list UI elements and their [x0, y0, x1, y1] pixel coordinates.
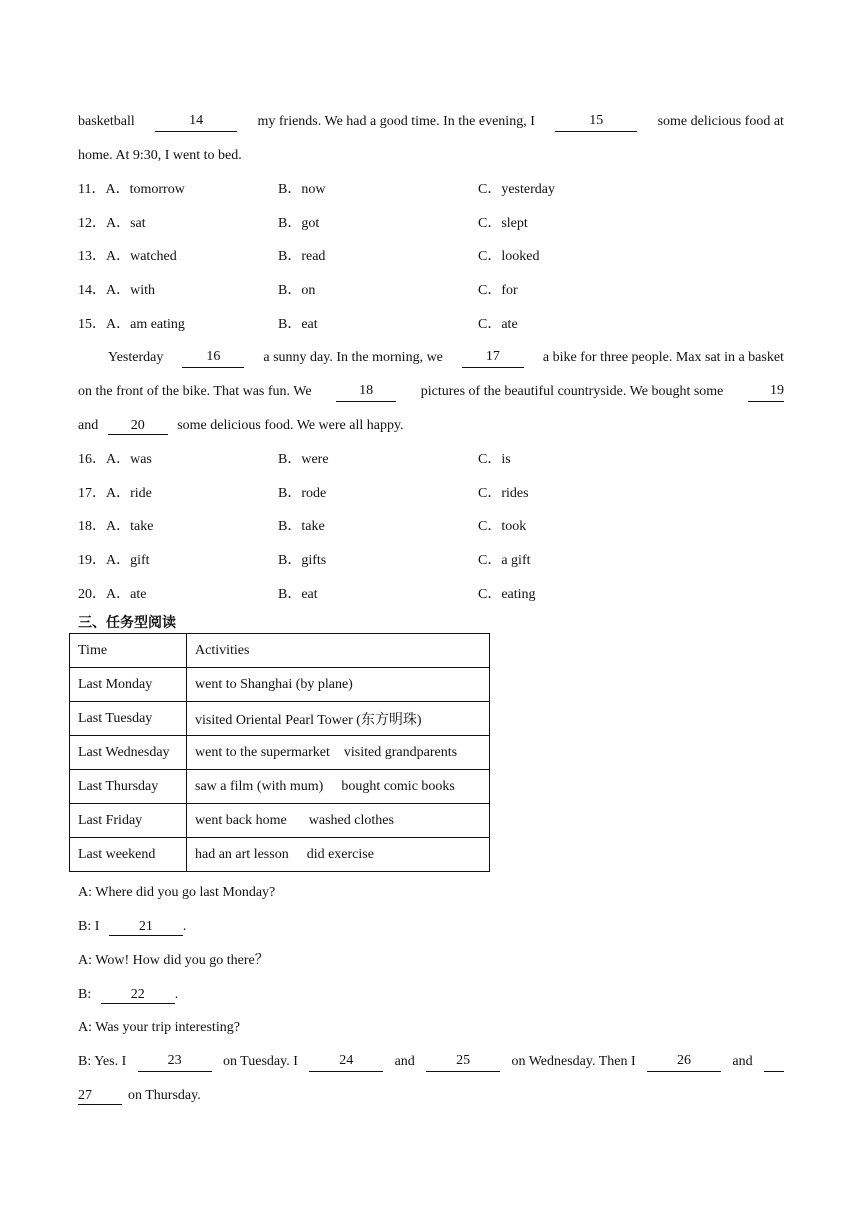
- option-c[interactable]: C．for: [478, 283, 518, 298]
- option-b[interactable]: B．eat: [278, 587, 318, 602]
- passage-text: a sunny day. In the morning, we: [263, 350, 443, 365]
- table-cell-activities: went to the supermarket visited grandparents: [187, 736, 490, 770]
- blank-21[interactable]: 21: [109, 918, 183, 936]
- table-row: [70, 838, 490, 872]
- passage-text: some delicious food. We were all happy.: [177, 418, 404, 433]
- activities-table: [69, 633, 490, 872]
- blank-17[interactable]: 17: [462, 348, 524, 368]
- blank-16[interactable]: 16: [182, 348, 244, 368]
- passage-text: Yesterday: [108, 350, 164, 365]
- option-b[interactable]: B．eat: [278, 317, 318, 332]
- option-c[interactable]: C．rides: [478, 486, 529, 501]
- option-b[interactable]: B．rode: [278, 486, 327, 501]
- option-b[interactable]: B．take: [278, 519, 325, 534]
- question-stem-option-a[interactable]: 14．A．with: [78, 283, 155, 298]
- table-header-time: Time: [70, 634, 187, 668]
- table-cell-activities: saw a film (with mum) bought comic books: [187, 770, 490, 804]
- table-row: [70, 804, 490, 838]
- passage2-line2: [78, 382, 784, 402]
- question-stem-option-a[interactable]: 13．A．watched: [78, 249, 177, 264]
- dialogue-line-4: B: 22 .: [78, 987, 179, 1002]
- question-stem-option-a[interactable]: 15．A．am eating: [78, 317, 185, 332]
- option-c[interactable]: C．is: [478, 452, 511, 467]
- table-row: [70, 770, 490, 804]
- table-cell-time: Last weekend: [70, 838, 187, 872]
- blank-20[interactable]: 20: [108, 417, 168, 435]
- table-header-row: [70, 634, 490, 668]
- dialogue-line-2: B: I 21 .: [78, 919, 187, 934]
- blank-27[interactable]: 27: [78, 1087, 122, 1105]
- question-stem-option-a[interactable]: 20．A．ate: [78, 587, 147, 602]
- passage2-line1: [108, 348, 784, 368]
- section-title: 三、任务型阅读: [78, 615, 176, 631]
- option-b[interactable]: B．were: [278, 452, 329, 467]
- dialogue-line-7: 27 on Thursday.: [78, 1088, 201, 1103]
- blank-14[interactable]: 14: [155, 112, 237, 132]
- blank-19[interactable]: 19: [748, 382, 784, 402]
- option-b[interactable]: B．got: [278, 216, 320, 231]
- option-c[interactable]: C．eating: [478, 587, 536, 602]
- question-19: [78, 551, 784, 571]
- question-18: [78, 517, 784, 537]
- table-cell-activities: visited Oriental Pearl Tower (东方明珠): [187, 702, 490, 736]
- blank-18[interactable]: 18: [336, 382, 396, 402]
- table-cell-time: Last Tuesday: [70, 702, 187, 736]
- table-row: [70, 668, 490, 702]
- blank-27-start[interactable]: [764, 1052, 784, 1072]
- option-b[interactable]: B．read: [278, 249, 326, 264]
- table-cell-activities: went to Shanghai (by plane): [187, 668, 490, 702]
- passage-text: pictures of the beautiful countryside. We bought some: [420, 384, 724, 399]
- blank-22[interactable]: 22: [101, 986, 175, 1004]
- blank-15[interactable]: 15: [555, 112, 637, 132]
- dialogue-line-1: A: Where did you go last Monday?: [78, 885, 276, 900]
- blank-23[interactable]: 23: [138, 1052, 212, 1072]
- question-20: [78, 585, 784, 605]
- blank-26[interactable]: 26: [647, 1052, 721, 1072]
- table-cell-activities: went back home washed clothes: [187, 804, 490, 838]
- question-13: [78, 247, 784, 267]
- dialogue-line-3: A: Wow! How did you go there？: [78, 953, 269, 968]
- dialogue-line-5: A: Was your trip interesting?: [78, 1020, 240, 1035]
- question-stem-option-a[interactable]: 12．A．sat: [78, 216, 146, 231]
- table-cell-time: Last Thursday: [70, 770, 187, 804]
- passage-text: some delicious food at: [657, 114, 784, 129]
- option-c[interactable]: C．took: [478, 519, 527, 534]
- blank-24[interactable]: 24: [309, 1052, 383, 1072]
- table-cell-time: Last Friday: [70, 804, 187, 838]
- passage1-line1: [78, 112, 784, 132]
- option-b[interactable]: B．on: [278, 283, 316, 298]
- question-14: [78, 281, 784, 301]
- option-b[interactable]: B．gifts: [278, 553, 327, 568]
- passage-text: a bike for three people. Max sat in a basket: [542, 350, 784, 365]
- table-header-activities: Activities: [187, 634, 490, 668]
- table-row: [70, 736, 490, 770]
- question-15: [78, 315, 784, 335]
- table-row: [70, 702, 490, 736]
- table-cell-time: Last Monday: [70, 668, 187, 702]
- option-c[interactable]: C．ate: [478, 317, 518, 332]
- passage2-line3: [78, 416, 784, 436]
- option-c[interactable]: C．slept: [478, 216, 528, 231]
- question-17: [78, 484, 784, 504]
- question-stem-option-a[interactable]: 11．A．tomorrow: [78, 182, 185, 197]
- question-stem-option-a[interactable]: 19．A．gift: [78, 553, 150, 568]
- passage-text: and: [78, 418, 99, 433]
- table-cell-activities: had an art lesson did exercise: [187, 838, 490, 872]
- question-stem-option-a[interactable]: 17．A．ride: [78, 486, 152, 501]
- passage-text: basketball: [78, 114, 135, 129]
- passage-text: on the front of the bike. That was fun. We: [78, 384, 312, 399]
- question-12: [78, 214, 784, 234]
- question-stem-option-a[interactable]: 16．A．was: [78, 452, 152, 467]
- option-c[interactable]: C．looked: [478, 249, 540, 264]
- passage-text: my friends. We had a good time. In the evening, I: [257, 114, 535, 129]
- passage1-line2: home. At 9:30, I went to bed.: [78, 148, 242, 163]
- question-stem-option-a[interactable]: 18．A．take: [78, 519, 154, 534]
- blank-25[interactable]: 25: [426, 1052, 500, 1072]
- question-11: [78, 180, 784, 200]
- dialogue-line-6: B: Yes. I 23 on Tuesday. I 24 and 25 on Wednesday. Then I 26 and: [78, 1052, 784, 1072]
- option-c[interactable]: C．yesterday: [478, 182, 555, 197]
- table-cell-time: Last Wednesday: [70, 736, 187, 770]
- option-c[interactable]: C．a gift: [478, 553, 531, 568]
- question-16: [78, 450, 784, 470]
- option-b[interactable]: B．now: [278, 182, 326, 197]
